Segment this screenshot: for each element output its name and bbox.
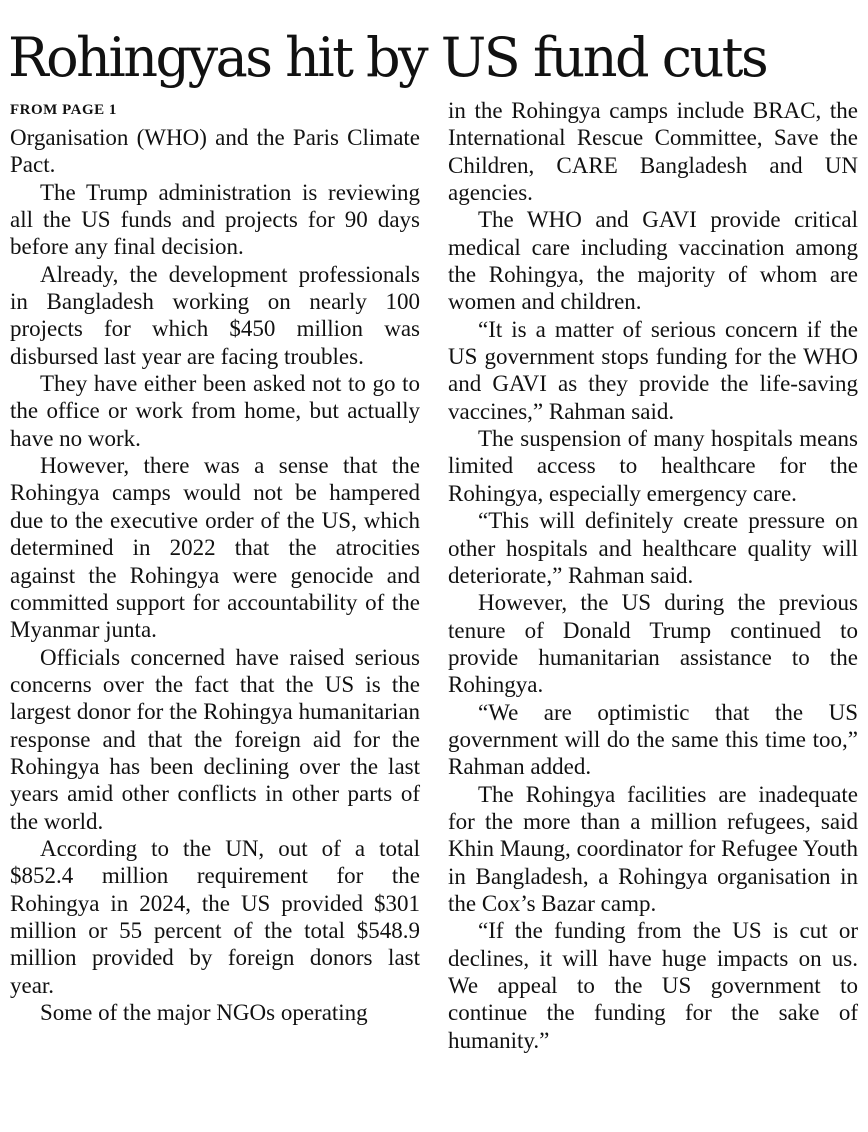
paragraph: “It is a matter of serious concern if the US government stops funding for the WHO and GAVI as they provide the life-saving vaccines,” Rahman said. — [448, 316, 858, 424]
article-column-left — [10, 124, 420, 1026]
paragraph: “We are optimistic that the US government will do the same this time too,” Rahman added. — [448, 699, 858, 780]
paragraph: However, there was a sense that the Rohingya camps would not be hampered due to the executive order of the US, which determined in 2022 that the atrocities against the Rohingya were genocide and committed support for accountability of the Myanmar junta. — [10, 453, 420, 643]
paragraph: in the Rohingya camps include BRAC, the International Rescue Committee, Save the Children, CARE Bangladesh and UN agencies. — [448, 98, 858, 206]
paragraph: The WHO and GAVI provide critical medical care including vaccination among the Rohingya, the majority of whom are women and children. — [448, 207, 858, 315]
paragraph: Organisation (WHO) and the Paris Climate Pact. — [10, 125, 420, 178]
paragraph: The Trump administration is reviewing all the US funds and projects for 90 days before any final decision. — [10, 179, 420, 260]
continued-from-label: FROM PAGE 1 — [10, 102, 117, 118]
paragraph: According to the UN, out of a total $852.4 million requirement for the Rohingya in 2024, the US provided $301 million or 55 percent of the total $548.9 million provided by foreign donors last year. — [10, 835, 420, 998]
headline: Rohingyas hit by US fund cuts — [8, 26, 767, 89]
paragraph: They have either been asked not to go to the office or work from home, but actually have no work. — [10, 371, 420, 451]
article-column-right — [448, 97, 858, 1054]
paragraph: However, the US during the previous tenure of Donald Trump continued to provide humanitarian assistance to the Rohingya. — [448, 590, 858, 698]
paragraph: The suspension of many hospitals means limited access to healthcare for the Rohingya, especially emergency care. — [448, 426, 858, 506]
paragraph: “This will definitely create pressure on other hospitals and healthcare quality will deteriorate,” Rahman said. — [448, 508, 858, 588]
paragraph: Some of the major NGOs operating — [40, 1000, 368, 1025]
paragraph: The Rohingya facilities are inadequate for the more than a million refugees, said Khin Maung, coordinator for Refugee Youth in Bangladesh, a Rohingya organisation in the Cox’s Bazar camp. — [448, 781, 858, 916]
paragraph: Already, the development professionals in Bangladesh working on nearly 100 projects for which $450 million was disbursed last year are facing troubles. — [10, 261, 420, 369]
paragraph: Officials concerned have raised serious concerns over the fact that the US is the largest donor for the Rohingya humanitarian response and that the foreign aid for the Rohingya has been declining over the last years amid other conflicts in other parts of the world. — [10, 644, 420, 834]
paragraph: “If the funding from the US is cut or declines, it will have huge impacts on us. We appeal to the US government to continue the funding for the sake of humanity.” — [448, 918, 858, 1053]
